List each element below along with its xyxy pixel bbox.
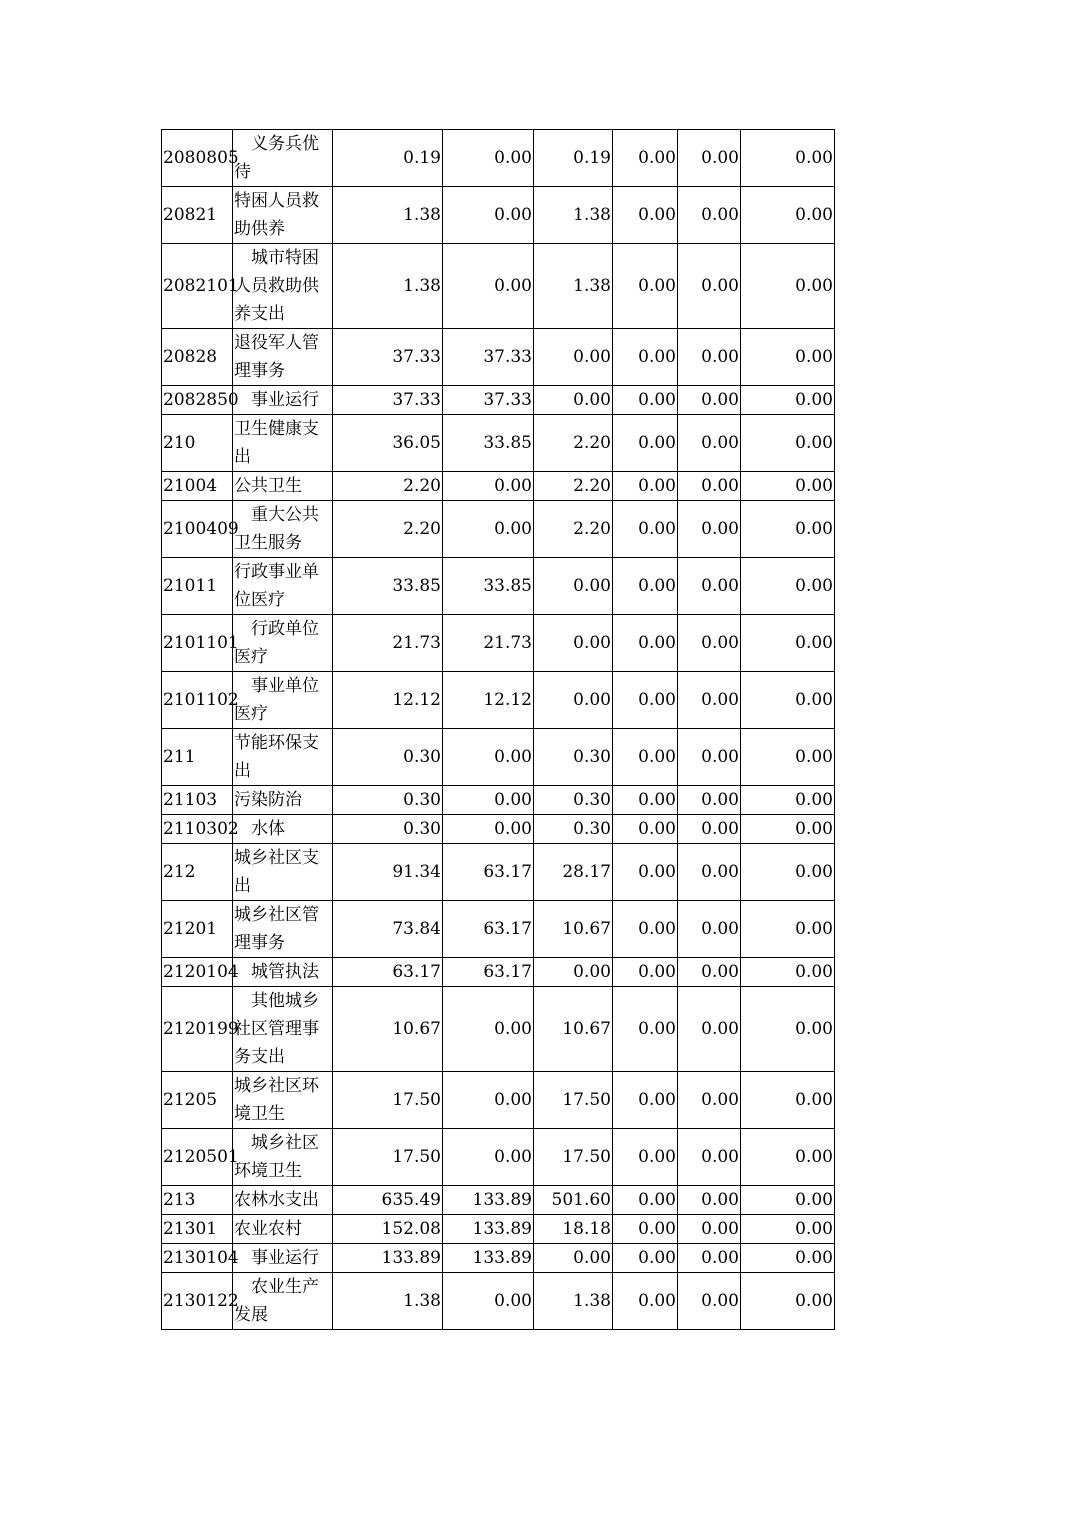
amount-cell: 0.00 xyxy=(678,672,741,729)
table-row xyxy=(162,1129,835,1186)
amount-cell: 0.00 xyxy=(613,786,678,815)
subject-name-cell: 城市特困人员救助供养支出 xyxy=(233,244,333,329)
subject-code-cell: 20821 xyxy=(162,187,233,244)
amount-cell: 0.00 xyxy=(678,386,741,415)
amount-cell: 0.00 xyxy=(613,130,678,187)
subject-code-cell: 2130122 xyxy=(162,1273,233,1330)
subject-code-cell: 21205 xyxy=(162,1072,233,1129)
table-row xyxy=(162,1244,835,1273)
amount-cell: 0.00 xyxy=(534,958,613,987)
subject-name-cell: 行政单位医疗 xyxy=(233,615,333,672)
amount-cell: 0.00 xyxy=(741,815,835,844)
amount-cell: 0.00 xyxy=(678,187,741,244)
amount-cell: 0.00 xyxy=(613,386,678,415)
table-row xyxy=(162,729,835,786)
amount-cell: 0.00 xyxy=(678,472,741,501)
amount-cell: 0.00 xyxy=(741,987,835,1072)
amount-cell: 37.33 xyxy=(333,329,443,386)
amount-cell: 0.00 xyxy=(534,386,613,415)
amount-cell: 0.30 xyxy=(534,729,613,786)
subject-code-cell: 210 xyxy=(162,415,233,472)
subject-name-cell: 节能环保支出 xyxy=(233,729,333,786)
amount-cell: 0.00 xyxy=(678,1186,741,1215)
amount-cell: 21.73 xyxy=(443,615,534,672)
subject-name-cell: 行政事业单位医疗 xyxy=(233,558,333,615)
amount-cell: 0.00 xyxy=(678,244,741,329)
amount-cell: 0.00 xyxy=(678,558,741,615)
amount-cell: 12.12 xyxy=(333,672,443,729)
table-row xyxy=(162,472,835,501)
amount-cell: 0.00 xyxy=(613,958,678,987)
amount-cell: 0.00 xyxy=(534,558,613,615)
amount-cell: 12.12 xyxy=(443,672,534,729)
subject-code-cell: 2120199 xyxy=(162,987,233,1072)
amount-cell: 37.33 xyxy=(333,386,443,415)
subject-name-cell: 特困人员救助供养 xyxy=(233,187,333,244)
subject-name-cell: 卫生健康支出 xyxy=(233,415,333,472)
amount-cell: 0.19 xyxy=(333,130,443,187)
subject-name-cell: 重大公共卫生服务 xyxy=(233,501,333,558)
subject-code-cell: 21011 xyxy=(162,558,233,615)
table-row xyxy=(162,815,835,844)
amount-cell: 91.34 xyxy=(333,844,443,901)
amount-cell: 0.00 xyxy=(678,729,741,786)
amount-cell: 36.05 xyxy=(333,415,443,472)
amount-cell: 0.00 xyxy=(741,1186,835,1215)
table-row xyxy=(162,672,835,729)
amount-cell: 0.00 xyxy=(678,1215,741,1244)
amount-cell: 0.00 xyxy=(613,329,678,386)
subject-name-cell: 退役军人管理事务 xyxy=(233,329,333,386)
amount-cell: 2.20 xyxy=(534,415,613,472)
subject-code-cell: 2082850 xyxy=(162,386,233,415)
amount-cell: 28.17 xyxy=(534,844,613,901)
amount-cell: 0.00 xyxy=(678,1129,741,1186)
amount-cell: 0.00 xyxy=(741,1215,835,1244)
amount-cell: 0.00 xyxy=(741,786,835,815)
amount-cell: 0.00 xyxy=(613,415,678,472)
amount-cell: 0.00 xyxy=(741,1273,835,1330)
table-row xyxy=(162,844,835,901)
amount-cell: 21.73 xyxy=(333,615,443,672)
amount-cell: 0.00 xyxy=(678,1273,741,1330)
table-row xyxy=(162,558,835,615)
amount-cell: 2.20 xyxy=(534,501,613,558)
amount-cell: 10.67 xyxy=(534,987,613,1072)
amount-cell: 17.50 xyxy=(333,1072,443,1129)
amount-cell: 0.00 xyxy=(613,187,678,244)
amount-cell: 0.00 xyxy=(613,244,678,329)
amount-cell: 1.38 xyxy=(534,1273,613,1330)
table-row xyxy=(162,901,835,958)
amount-cell: 0.00 xyxy=(741,1072,835,1129)
amount-cell: 2.20 xyxy=(333,472,443,501)
amount-cell: 0.00 xyxy=(678,958,741,987)
amount-cell: 1.38 xyxy=(333,187,443,244)
amount-cell: 0.30 xyxy=(534,786,613,815)
amount-cell: 0.00 xyxy=(678,786,741,815)
subject-name-cell: 城管执法 xyxy=(233,958,333,987)
amount-cell: 0.00 xyxy=(534,615,613,672)
amount-cell: 73.84 xyxy=(333,901,443,958)
amount-cell: 0.00 xyxy=(534,329,613,386)
amount-cell: 0.00 xyxy=(613,1273,678,1330)
budget-table xyxy=(161,129,835,1330)
amount-cell: 37.33 xyxy=(443,386,534,415)
subject-code-cell: 2082101 xyxy=(162,244,233,329)
amount-cell: 0.00 xyxy=(741,844,835,901)
amount-cell: 0.00 xyxy=(613,901,678,958)
amount-cell: 133.89 xyxy=(443,1244,534,1273)
subject-code-cell: 213 xyxy=(162,1186,233,1215)
amount-cell: 0.00 xyxy=(741,415,835,472)
amount-cell: 0.00 xyxy=(613,558,678,615)
amount-cell: 17.50 xyxy=(333,1129,443,1186)
amount-cell: 0.00 xyxy=(613,501,678,558)
amount-cell: 17.50 xyxy=(534,1072,613,1129)
amount-cell: 63.17 xyxy=(443,901,534,958)
amount-cell: 133.89 xyxy=(443,1186,534,1215)
amount-cell: 0.00 xyxy=(741,244,835,329)
subject-code-cell: 21004 xyxy=(162,472,233,501)
subject-code-cell: 2120104 xyxy=(162,958,233,987)
amount-cell: 0.00 xyxy=(613,729,678,786)
amount-cell: 33.85 xyxy=(333,558,443,615)
amount-cell: 0.00 xyxy=(678,501,741,558)
table-row xyxy=(162,1273,835,1330)
subject-name-cell: 污染防治 xyxy=(233,786,333,815)
subject-name-cell: 城乡社区管理事务 xyxy=(233,901,333,958)
subject-name-cell: 事业运行 xyxy=(233,386,333,415)
table-row xyxy=(162,1072,835,1129)
amount-cell: 0.00 xyxy=(613,987,678,1072)
amount-cell: 0.00 xyxy=(613,1244,678,1273)
subject-code-cell: 20828 xyxy=(162,329,233,386)
amount-cell: 0.00 xyxy=(613,1186,678,1215)
table-row xyxy=(162,786,835,815)
amount-cell: 133.89 xyxy=(443,1215,534,1244)
amount-cell: 0.19 xyxy=(534,130,613,187)
amount-cell: 0.00 xyxy=(741,501,835,558)
amount-cell: 0.30 xyxy=(333,786,443,815)
amount-cell: 0.00 xyxy=(678,1072,741,1129)
amount-cell: 2.20 xyxy=(534,472,613,501)
table-row xyxy=(162,987,835,1072)
amount-cell: 0.00 xyxy=(741,472,835,501)
table-row xyxy=(162,615,835,672)
amount-cell: 0.00 xyxy=(613,815,678,844)
amount-cell: 0.30 xyxy=(333,815,443,844)
amount-cell: 0.00 xyxy=(741,386,835,415)
amount-cell: 0.00 xyxy=(443,1129,534,1186)
amount-cell: 0.00 xyxy=(613,1072,678,1129)
amount-cell: 0.00 xyxy=(678,844,741,901)
table-row xyxy=(162,187,835,244)
table-row xyxy=(162,1215,835,1244)
amount-cell: 0.30 xyxy=(534,815,613,844)
amount-cell: 0.00 xyxy=(613,1129,678,1186)
amount-cell: 63.17 xyxy=(443,958,534,987)
amount-cell: 152.08 xyxy=(333,1215,443,1244)
amount-cell: 0.00 xyxy=(741,672,835,729)
amount-cell: 0.00 xyxy=(443,472,534,501)
amount-cell: 10.67 xyxy=(333,987,443,1072)
subject-name-cell: 公共卫生 xyxy=(233,472,333,501)
amount-cell: 0.00 xyxy=(741,901,835,958)
amount-cell: 0.30 xyxy=(333,729,443,786)
amount-cell: 0.00 xyxy=(678,615,741,672)
amount-cell: 63.17 xyxy=(443,844,534,901)
amount-cell: 0.00 xyxy=(443,501,534,558)
amount-cell: 0.00 xyxy=(443,815,534,844)
amount-cell: 0.00 xyxy=(741,958,835,987)
amount-cell: 0.00 xyxy=(741,187,835,244)
subject-name-cell: 其他城乡社区管理事务支出 xyxy=(233,987,333,1072)
table-row xyxy=(162,1186,835,1215)
table-row xyxy=(162,958,835,987)
amount-cell: 501.60 xyxy=(534,1186,613,1215)
subject-name-cell: 城乡社区支出 xyxy=(233,844,333,901)
amount-cell: 0.00 xyxy=(534,1244,613,1273)
amount-cell: 0.00 xyxy=(741,558,835,615)
budget-table-body xyxy=(162,130,835,1330)
amount-cell: 0.00 xyxy=(741,1129,835,1186)
subject-code-cell: 2080805 xyxy=(162,130,233,187)
amount-cell: 0.00 xyxy=(678,329,741,386)
subject-name-cell: 城乡社区环境卫生 xyxy=(233,1072,333,1129)
amount-cell: 1.38 xyxy=(534,187,613,244)
amount-cell: 0.00 xyxy=(678,987,741,1072)
subject-code-cell: 2101101 xyxy=(162,615,233,672)
amount-cell: 0.00 xyxy=(443,729,534,786)
amount-cell: 0.00 xyxy=(613,472,678,501)
amount-cell: 0.00 xyxy=(741,130,835,187)
amount-cell: 0.00 xyxy=(741,1244,835,1273)
subject-name-cell: 事业单位医疗 xyxy=(233,672,333,729)
amount-cell: 18.18 xyxy=(534,1215,613,1244)
amount-cell: 0.00 xyxy=(443,130,534,187)
amount-cell: 0.00 xyxy=(613,615,678,672)
table-row xyxy=(162,415,835,472)
subject-name-cell: 水体 xyxy=(233,815,333,844)
amount-cell: 0.00 xyxy=(613,672,678,729)
table-row xyxy=(162,244,835,329)
amount-cell: 133.89 xyxy=(333,1244,443,1273)
subject-code-cell: 2100409 xyxy=(162,501,233,558)
table-row xyxy=(162,130,835,187)
subject-name-cell: 城乡社区环境卫生 xyxy=(233,1129,333,1186)
amount-cell: 0.00 xyxy=(678,815,741,844)
amount-cell: 37.33 xyxy=(443,329,534,386)
subject-code-cell: 212 xyxy=(162,844,233,901)
amount-cell: 0.00 xyxy=(741,729,835,786)
subject-code-cell: 2120501 xyxy=(162,1129,233,1186)
subject-name-cell: 农林水支出 xyxy=(233,1186,333,1215)
table-row xyxy=(162,329,835,386)
amount-cell: 0.00 xyxy=(613,1215,678,1244)
subject-name-cell: 农业农村 xyxy=(233,1215,333,1244)
amount-cell: 0.00 xyxy=(678,415,741,472)
table-row xyxy=(162,501,835,558)
amount-cell: 0.00 xyxy=(678,130,741,187)
subject-code-cell: 21103 xyxy=(162,786,233,815)
amount-cell: 0.00 xyxy=(534,672,613,729)
subject-code-cell: 2101102 xyxy=(162,672,233,729)
amount-cell: 0.00 xyxy=(443,1072,534,1129)
subject-name-cell: 义务兵优待 xyxy=(233,130,333,187)
amount-cell: 1.38 xyxy=(333,244,443,329)
amount-cell: 0.00 xyxy=(443,187,534,244)
amount-cell: 0.00 xyxy=(613,844,678,901)
amount-cell: 0.00 xyxy=(443,987,534,1072)
subject-code-cell: 2130104 xyxy=(162,1244,233,1273)
amount-cell: 0.00 xyxy=(678,901,741,958)
amount-cell: 1.38 xyxy=(333,1273,443,1330)
table-row xyxy=(162,386,835,415)
subject-code-cell: 21201 xyxy=(162,901,233,958)
amount-cell: 63.17 xyxy=(333,958,443,987)
amount-cell: 0.00 xyxy=(443,786,534,815)
amount-cell: 0.00 xyxy=(443,1273,534,1330)
amount-cell: 0.00 xyxy=(741,615,835,672)
amount-cell: 1.38 xyxy=(534,244,613,329)
subject-name-cell: 事业运行 xyxy=(233,1244,333,1273)
amount-cell: 33.85 xyxy=(443,415,534,472)
subject-name-cell: 农业生产发展 xyxy=(233,1273,333,1330)
subject-code-cell: 2110302 xyxy=(162,815,233,844)
amount-cell: 0.00 xyxy=(678,1244,741,1273)
amount-cell: 2.20 xyxy=(333,501,443,558)
amount-cell: 0.00 xyxy=(741,329,835,386)
amount-cell: 635.49 xyxy=(333,1186,443,1215)
subject-code-cell: 211 xyxy=(162,729,233,786)
amount-cell: 10.67 xyxy=(534,901,613,958)
amount-cell: 33.85 xyxy=(443,558,534,615)
amount-cell: 0.00 xyxy=(443,244,534,329)
amount-cell: 17.50 xyxy=(534,1129,613,1186)
subject-code-cell: 21301 xyxy=(162,1215,233,1244)
